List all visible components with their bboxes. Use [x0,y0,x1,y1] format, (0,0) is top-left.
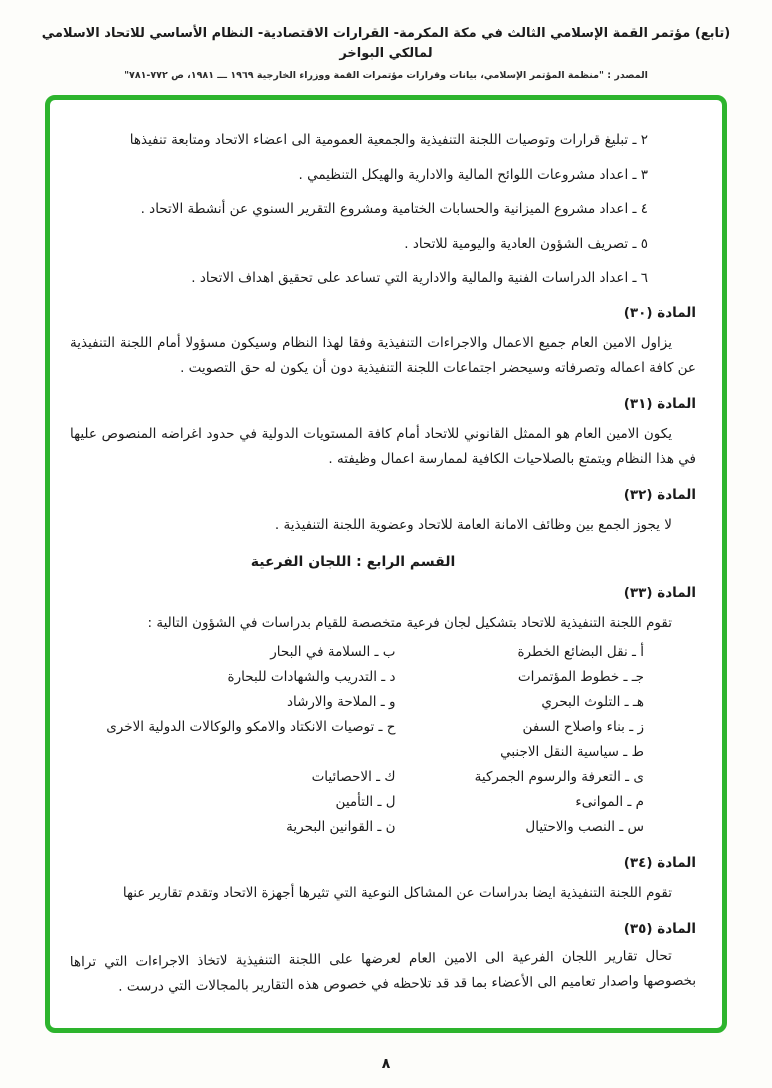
committee-row [70,665,696,690]
committee-item: م ـ الموانىء [575,793,644,810]
article-31-text: يكون الامين العام هو الممثل القانوني للاتحاد أمام كافة المستويات الدولية في حدود اغراضه المنصوص عليها في هذا النظام ويتمتع بالصلاحيات الكافية لممارسة اعمال وظيفته . [70,425,696,467]
article-30-text: يزاول الامين العام جميع الاعمال والاجراءات التنفيذية وفقا لهذا النظام وسيكون مسؤولا أمام اللجنة التنفيذية عن كافة اعماله وتصرفاته وسيحضر اجتماعات اللجنة التنفيذية دون أن يكون له حق التصويت . [70,334,696,376]
committee-item: هـ ـ التلوث البحري [541,693,644,710]
article-35-text: تحال تقارير اللجان الفرعية الى الامين العام لعرضها على اللجنة التنفيذية لاتخاذ الاجراءات التي تراها بخصوصها واصدار تعاميم الى الأعضاء بما قد قد تلاحظه في خصوص هذه التقارير بالمجالات التي درست . [69,947,697,995]
article-31-heading: المادة (٣١) [623,395,696,412]
duty-item-4: ٤ ـ اعداد مشروع الميزانية والحسابات الختامية ومشروع التقرير السنوي عن أنشطة الاتحاد . [140,201,648,218]
article-33-text: تقوم اللجنة التنفيذية للاتحاد بتشكيل لجان فرعية متخصصة للقيام بدراسات في الشؤون التالية : [147,614,672,631]
document-body [70,130,696,996]
duty-item-3: ٣ ـ اعداد مشروعات اللوائح المالية والادارية والهيكل التنظيمي . [298,166,648,183]
committee-item: ب ـ السلامة في البحار [270,643,396,660]
committee-list [70,640,696,840]
duty-item-5: ٥ ـ تصريف الشؤون العادية واليومية للاتحاد . [404,235,648,252]
committee-row [70,790,696,815]
committee-row [70,765,696,790]
committee-row [70,690,696,715]
article-30-heading: المادة (٣٠) [623,304,696,321]
document-title: (تابع) مؤتمر القمة الإسلامي الثالث في مكة المكرمة- القرارات الاقتصادية- النظام الأساسي للاتحاد الاسلامي لمالكي البواخر [41,26,731,61]
document-source: المصدر : "منظمة المؤتمر الإسلامي، بيانات وقرارات مؤتمرات القمة ووزراء الخارجية ١٩٦٩ ـــ ١٩٨١، ص ٧٧٢-٧٨١" [124,70,648,81]
duty-item-2: ٢ ـ تبليغ قرارات وتوصيات اللجنة التنفيذية والجمعية العمومية الى اعضاء الاتحاد ومتابعة تنفيذها [129,132,648,148]
committee-item: د ـ التدريب والشهادات للبحارة [227,668,396,685]
page-number: ٨ [381,1056,391,1072]
committee-item: أ ـ نقل البضائع الخطرة [517,643,644,660]
committee-row [70,640,696,665]
committee-item: و ـ الملاحة والارشاد [286,693,396,710]
committee-item: ز ـ بناء واصلاح السفن [522,718,644,735]
committee-item: ل ـ التأمين [335,793,396,810]
committee-item: ن ـ القوانين البحرية [286,818,396,835]
committee-row [70,740,696,765]
page-header [0,0,772,81]
article-33-heading: المادة (٣٣) [623,584,696,601]
committee-item: ى ـ التعرفة والرسوم الجمركية [474,768,644,785]
duty-item-6: ٦ ـ اعداد الدراسات الفنية والمالية والادارية التي تساعد على تحقيق اهداف الاتحاد . [191,270,648,287]
article-35-heading: المادة (٣٥) [623,920,696,937]
article-32-text: لا يجوز الجمع بين وظائف الامانة العامة للاتحاد وعضوية اللجنة التنفيذية . [274,516,672,533]
section-4-heading: القسم الرابع : اللجان الفرعية [250,553,456,570]
article-32-heading: المادة (٣٢) [623,486,696,503]
committee-item: جـ ـ خطوط المؤتمرات [517,668,644,685]
committee-item: ح ـ توصيات الانكتاد والامكو والوكالات الدولية الاخرى [106,718,396,735]
article-34-text: تقوم اللجنة التنفيذية ايضا بدراسات عن المشاكل النوعية التي تثيرها أجهزة الاتحاد وتقدم تقارير عنها [122,884,672,901]
committee-row [70,715,696,740]
committee-item: ك ـ الاحصائيات [311,768,396,785]
committee-item [70,740,396,765]
committee-item: ط ـ سياسية النقل الاجنبي [500,743,644,760]
committee-row [70,815,696,840]
scan-highlight-frame [45,95,727,1033]
committee-item: س ـ النصب والاحتيال [525,818,644,835]
article-34-heading: المادة (٣٤) [623,854,696,871]
